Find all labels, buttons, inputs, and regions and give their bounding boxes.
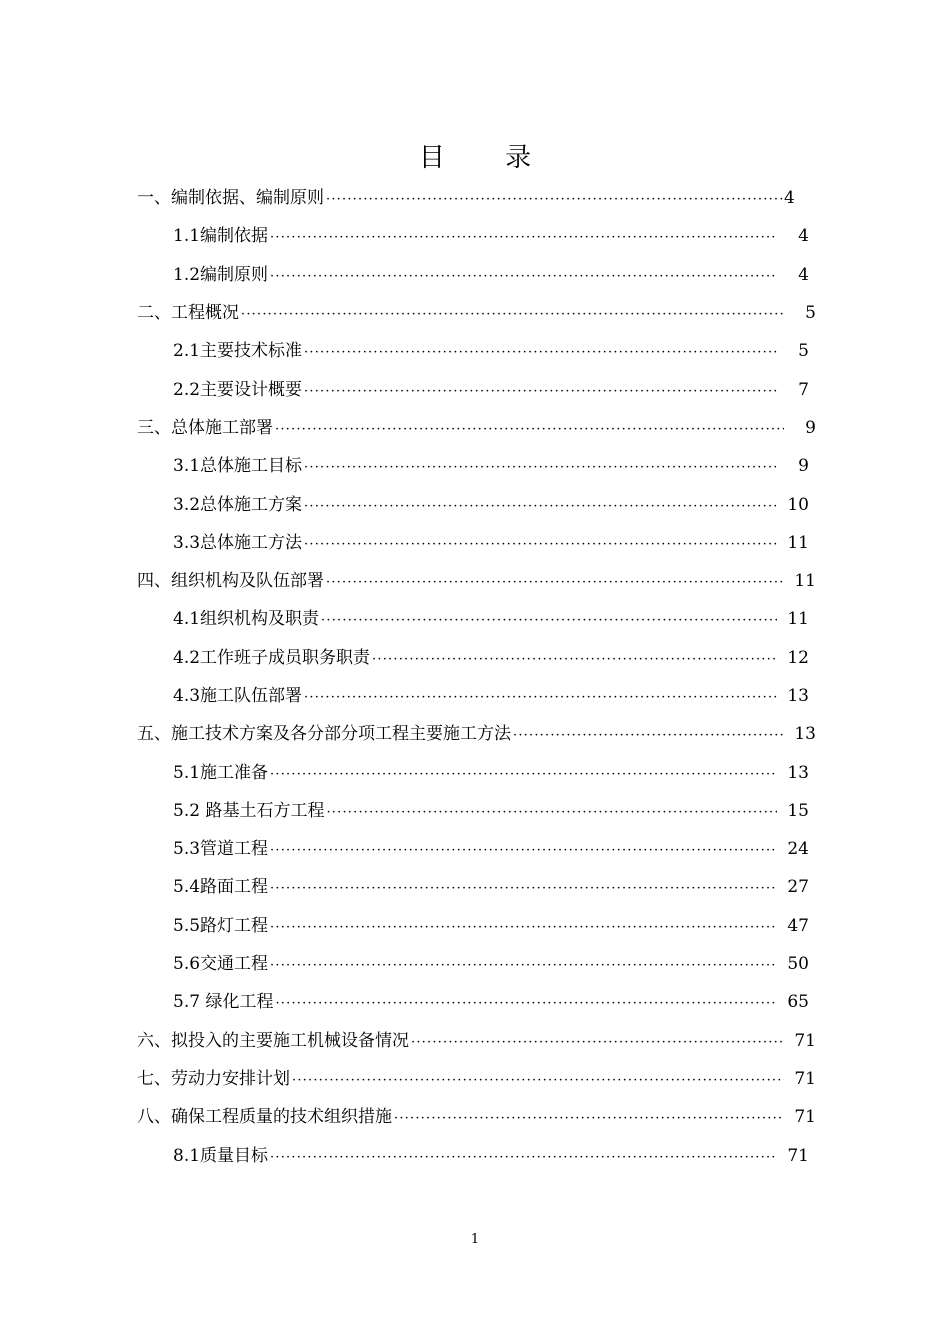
toc-entry-text: 8.1质量目标: [173, 1145, 269, 1166]
toc-entry-text: 2.1主要技术标准: [173, 341, 303, 362]
toc-leader-dots: [270, 837, 777, 861]
toc-leader-dots: [270, 914, 777, 938]
toc-page-number: 27: [787, 877, 809, 898]
toc-page-number: 11: [794, 571, 816, 592]
toc-page-number: 71: [794, 1107, 816, 1128]
toc-page-number: 9: [805, 417, 816, 438]
toc-entry-text: 3.1总体施工目标: [173, 456, 303, 477]
toc-entry[interactable]: [0, 600, 950, 638]
toc-entry[interactable]: [0, 907, 950, 945]
toc-leader-dots: [275, 990, 777, 1014]
toc-entry[interactable]: [0, 562, 950, 600]
toc-leader-dots: [304, 339, 777, 363]
toc-entry-text: 4.2工作班子成员职务职责: [173, 647, 371, 668]
toc-entry[interactable]: [0, 217, 950, 255]
toc-entry[interactable]: [0, 1060, 950, 1098]
toc-entry[interactable]: [0, 1136, 950, 1174]
toc-entry-text: 1.1编制依据: [173, 226, 269, 247]
toc-leader-dots: [372, 646, 777, 670]
toc-entry[interactable]: [0, 332, 950, 370]
toc-entry[interactable]: [0, 868, 950, 906]
toc-page-number: 5: [798, 341, 809, 362]
toc-leader-dots: [304, 378, 777, 402]
toc-page-number: 11: [787, 609, 809, 630]
toc-entry-text: 4.1组织机构及职责: [173, 609, 320, 630]
toc-page-number: 4: [798, 264, 809, 285]
toc-entry-text: 5.3管道工程: [173, 839, 269, 860]
toc-entry-text: 5.6交通工程: [173, 954, 269, 975]
page-number-footer: 1: [470, 1232, 480, 1247]
toc-entry[interactable]: [0, 294, 950, 332]
toc-page-number: 71: [794, 1068, 816, 1089]
toc-entry-text: 七、劳动力安排计划: [137, 1068, 290, 1089]
toc-entry-text: 三、总体施工部署: [137, 417, 273, 438]
toc-leader-dots: [270, 224, 777, 248]
toc-page-number: 47: [787, 915, 809, 936]
toc-entry[interactable]: [0, 1022, 950, 1060]
toc-entry[interactable]: [0, 715, 950, 753]
toc-page-number: 9: [798, 456, 809, 477]
toc-entry-text: 5.7 绿化工程: [173, 992, 274, 1013]
toc-leader-dots: [394, 1105, 784, 1129]
toc-page-number: 50: [787, 954, 809, 975]
toc-entry-text: 二、工程概况: [137, 303, 239, 324]
toc-leader-dots: [270, 263, 777, 287]
toc-entry-text: 一、编制依据、编制原则: [137, 188, 324, 209]
toc-leader-dots: [326, 569, 784, 593]
toc-leader-dots: [292, 1067, 784, 1091]
toc-leader-dots: [270, 761, 777, 785]
toc-leader-dots: [304, 684, 777, 708]
toc-entry-text: 八、确保工程质量的技术组织措施: [137, 1107, 392, 1128]
toc-entry[interactable]: [0, 1098, 950, 1136]
toc-page-number: 13: [787, 686, 809, 706]
toc-entry[interactable]: [0, 485, 950, 523]
toc-leader-dots: [241, 301, 784, 325]
toc-page-number: 24: [787, 839, 809, 860]
toc-list: [0, 179, 950, 1175]
toc-leader-dots: [326, 799, 777, 823]
toc-leader-dots: [304, 531, 777, 555]
toc-title: 目 录: [418, 143, 558, 173]
toc-page-number: 4: [798, 226, 809, 247]
toc-entry[interactable]: [0, 830, 950, 868]
toc-leader-dots: [513, 722, 784, 746]
toc-entry[interactable]: [0, 792, 950, 830]
toc-entry[interactable]: [0, 753, 950, 791]
toc-leader-dots: [275, 416, 784, 440]
toc-entry[interactable]: [0, 524, 950, 562]
toc-page-number: 65: [787, 992, 809, 1013]
toc-leader-dots: [304, 493, 777, 517]
toc-entry-text: 五、施工技术方案及各分部分项工程主要施工方法: [137, 724, 511, 745]
toc-leader-dots: [270, 1144, 777, 1168]
toc-leader-dots: [304, 454, 777, 478]
toc-leader-dots: [326, 186, 784, 210]
toc-entry[interactable]: [0, 639, 950, 677]
toc-entry-text: 3.2总体施工方案: [173, 494, 303, 515]
toc-leader-dots: [270, 952, 777, 976]
toc-leader-dots: [270, 875, 777, 899]
toc-page-number: 5: [805, 303, 816, 324]
toc-page-number: 71: [787, 1145, 809, 1166]
toc-page-number: 10: [787, 494, 809, 515]
toc-page-number: 71: [794, 1030, 816, 1051]
toc-entry[interactable]: [0, 677, 950, 715]
toc-entry-text: 2.2主要设计概要: [173, 379, 303, 400]
toc-page-number: 13: [794, 724, 816, 745]
toc-page-number: 4: [784, 188, 795, 209]
toc-entry[interactable]: [0, 370, 950, 408]
toc-leader-dots: [411, 1029, 784, 1053]
toc-entry[interactable]: [0, 409, 950, 447]
toc-page-number: 7: [798, 379, 809, 400]
toc-entry-text: 5.4路面工程: [173, 877, 269, 898]
toc-entry[interactable]: [0, 447, 950, 485]
toc-entry-text: 4.3施工队伍部署: [173, 686, 303, 706]
toc-entry-text: 5.5路灯工程: [173, 915, 269, 936]
toc-entry-text: 四、组织机构及队伍部署: [137, 571, 324, 592]
toc-leader-dots: [321, 607, 777, 631]
toc-entry-text: 1.2编制原则: [173, 264, 269, 285]
toc-page-number: 12: [787, 647, 809, 668]
toc-entry-text: 3.3总体施工方法: [173, 532, 303, 553]
toc-page-number: 15: [787, 800, 809, 821]
toc-entry[interactable]: [0, 945, 950, 983]
toc-entry-text: 六、拟投入的主要施工机械设备情况: [137, 1030, 409, 1051]
toc-page-number: 11: [787, 532, 809, 553]
toc-entry[interactable]: [0, 256, 950, 294]
toc-entry[interactable]: [0, 983, 950, 1021]
toc-entry[interactable]: [0, 179, 950, 217]
toc-entry-text: 5.2 路基土石方工程: [173, 800, 325, 821]
toc-entry-text: 5.1施工准备: [173, 762, 269, 783]
toc-page-number: 13: [787, 762, 809, 783]
